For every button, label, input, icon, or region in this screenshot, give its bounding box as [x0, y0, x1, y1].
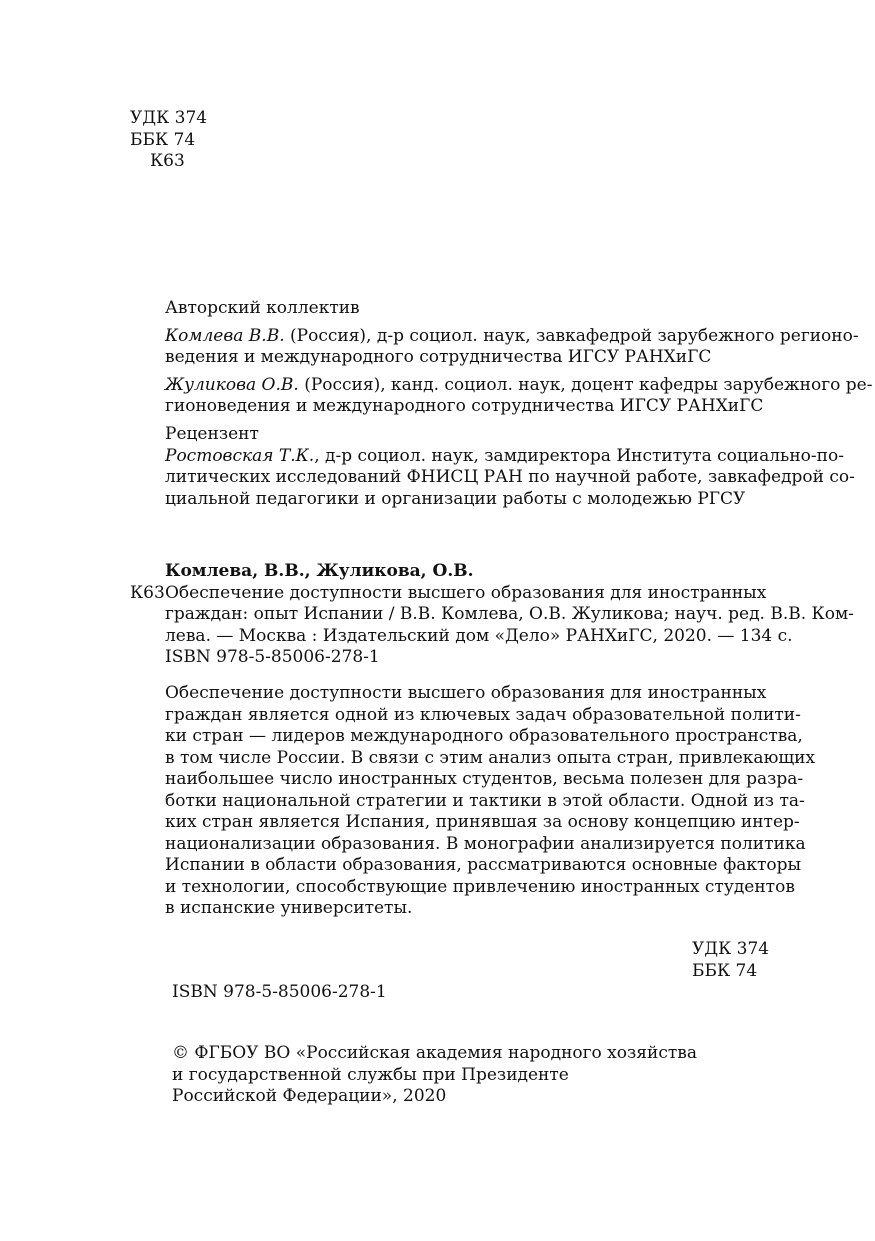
author-line: ведения и международного сотрудничества ИГСУ РАНХиГС — [165, 347, 712, 367]
author-entry — [165, 374, 873, 418]
annotation-line: в испанские университеты. — [165, 898, 413, 918]
classification-top — [130, 108, 250, 173]
author-info: (Россия), канд. социол. наук, доцент кафедры зарубежного ре- — [298, 374, 873, 395]
biblio-heading: Комлева, В.В., Жуликова, О.В. — [165, 561, 474, 581]
biblio-line: лева. — Москва : Издательский дом «Дело» РАНХиГС, 2020. — 134 с. — [165, 625, 793, 646]
author-line: гионоведения и международного сотрудничества ИГСУ РАНХиГС — [165, 396, 764, 416]
annotation-line: Испании в области образования, рассматриваются основные факторы — [165, 855, 802, 875]
udk-code: УДК 374 — [692, 939, 770, 959]
authors-heading: Авторский коллектив — [165, 298, 360, 318]
annotation-line: и технологии, способствующие привлечению иностранных студентов — [165, 876, 795, 897]
authors-block — [165, 298, 873, 418]
annotation-line: в том числе России. В связи с этим анализ опыта стран, привлекающих — [165, 747, 816, 768]
reviewer-line — [165, 445, 844, 468]
copyright-line: Российской Федерации», 2020 — [172, 1086, 447, 1106]
author-line — [165, 374, 873, 397]
reviewer-info: , д-р социол. наук, замдиректора Института социально-по- — [314, 445, 844, 466]
reviewer-name: Ростовская Т.К. — [165, 445, 315, 466]
annotation — [165, 683, 816, 920]
reviewer-line: циальной педагогики и организации работы с молодежью РГСУ — [165, 488, 746, 509]
author-entry — [165, 325, 859, 369]
biblio-author-mark: К63 — [130, 582, 165, 603]
author-mark: К63 — [150, 151, 185, 171]
reviewer-block — [165, 424, 855, 510]
biblio-line: Обеспечение доступности высшего образования для иностранных — [165, 582, 767, 603]
reviewer-line: литических исследований ФНИСЦ РАН по научной работе, завкафедрой со- — [165, 467, 855, 487]
author-line — [165, 325, 859, 348]
classification-bottom — [692, 939, 772, 982]
reviewer-heading: Рецензент — [165, 424, 259, 444]
biblio-isbn: ISBN 978-5-85006-278-1 — [165, 647, 380, 667]
bibliographic-record — [130, 561, 854, 669]
copyright-line: © ФГБОУ ВО «Российская академия народного хозяйства — [172, 1043, 697, 1063]
annotation-line: ких стран является Испания, принявшая за основу концепцию интер- — [165, 812, 800, 832]
bbk-code: ББК 74 — [692, 960, 758, 981]
biblio-body — [130, 582, 854, 669]
author-info: (Россия), д-р социол. наук, завкафедрой зарубежного регионо- — [284, 325, 859, 346]
annotation-line: наибольшее число иностранных студентов, весьма полезен для разра- — [165, 769, 804, 789]
annotation-line: Обеспечение доступности высшего образования для иностранных — [165, 683, 767, 703]
author-name: Комлева В.В. — [165, 325, 285, 346]
author-name: Жуликова О.В. — [165, 374, 299, 395]
bbk-code: ББК 74 — [130, 129, 196, 150]
udk-code: УДК 374 — [130, 108, 208, 128]
copyright-block — [172, 1043, 697, 1108]
annotation-line: граждан является одной из ключевых задач образовательной полити- — [165, 704, 801, 725]
annotation-line: национализации образования. В монографии анализируется политика — [165, 833, 806, 854]
annotation-line: ки стран — лидеров международного образовательного пространства, — [165, 726, 803, 746]
annotation-line: ботки национальной стратегии и тактики в этой области. Одной из та- — [165, 790, 805, 811]
copyright-line: и государственной службы при Президенте — [172, 1064, 569, 1085]
isbn: ISBN 978-5-85006-278-1 — [172, 982, 387, 1002]
biblio-line: граждан: опыт Испании / В.В. Комлева, О.В. Жуликова; науч. ред. В.В. Ком- — [165, 604, 854, 624]
